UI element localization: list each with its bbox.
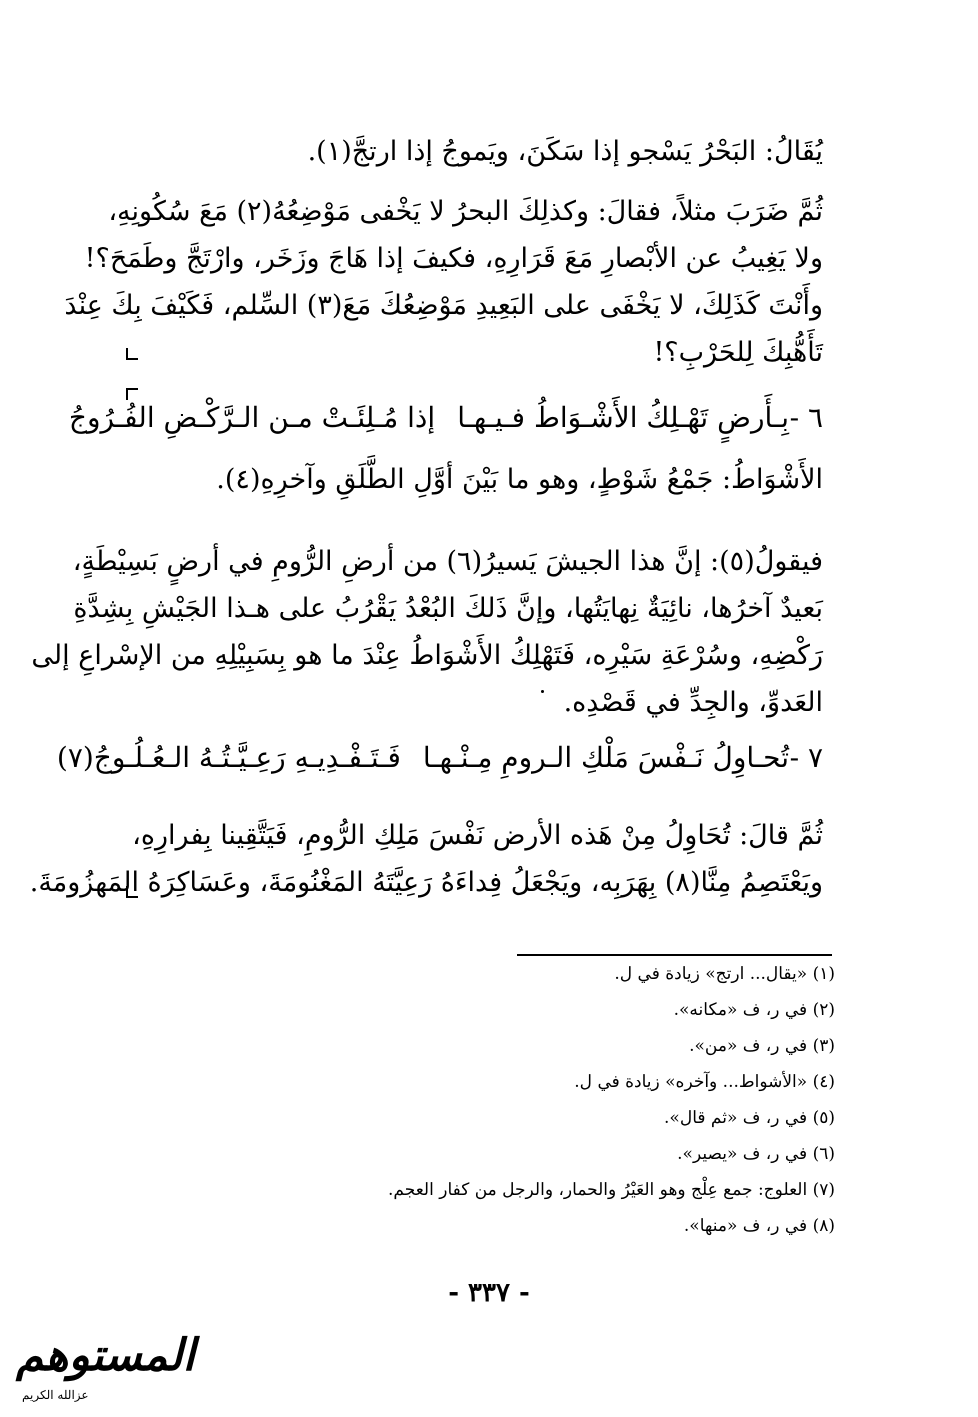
footnote-1: (١) «يقال... ارتج» زيادة في ل. [614, 964, 835, 984]
text-line: الأَشْوَاطُ: جَمْعُ شَوْطٍ، وهو ما بَيْنَ أوَّلِ الطَّلَقِ وآخرِهِ(٤). [216, 464, 823, 495]
text-line: بَعيدٌ آخرُها، نائِيَةٌ نِهايَتُها، وإنَّ ذَلكَ البُعْدُ يَقْرُبُ على هـذا الجَيْشِ بِشِدَّةِ [73, 593, 823, 624]
text-line: ثُمَّ ضَرَبَ مثلاً، فقالَ: وكذلِكَ البحرُ لا يَخْفى مَوْضِعُهُ(٢) مَعَ سُكُونِهِ، [108, 196, 823, 227]
text-line: العَدوِّ، والجِدِّ في قَصْدِه. [563, 687, 823, 718]
verse-number: ٧ - [789, 741, 823, 774]
verse-hemistich-2: إذا مُـلِئَـتْ مـن الـرَّكْـضِ الفُـرُوجُ [68, 401, 436, 434]
verse-hemistich-1: تُحـاوِلُ نَـفْسَ مَلْكِ الـرومِ مِـنْـهـا [422, 741, 789, 774]
verse-hemistich-1: بِـأَرضٍ تَهْـلِكُ الأَشْـوَاطُ فـيـهـا [457, 401, 789, 434]
footnote-3: (٣) في ر، ف «من». [689, 1036, 835, 1056]
page-number: - ٣٣٧ - [448, 1278, 530, 1308]
text-line: ويَعْتَصِمُ مِنَّا(٨) بِهَرَبِه، ويَجْعَلُ فِداءَهُ رَعِيَّتَهُ المَغْنُومَةَ، وعَسَاكِرَهُ المَهزُومَةَ. [29, 867, 823, 898]
stamp-text: المستوهم [16, 1330, 195, 1381]
footnote-2: (٢) في ر، ف «مكانه». [673, 1000, 835, 1020]
library-stamp [10, 1330, 195, 1410]
footnotes [115, 956, 835, 1244]
text-line: ثُمَّ قالَ: تُحَاوِلُ مِنْ هَذه الأرض نَفْسَ مَلِكِ الرُّومِ، فَيَتَّقِينا بِفرارِهِ، [132, 820, 823, 851]
stamp-subtext: عزالله الكريم [22, 1388, 89, 1402]
section-end-mark [126, 886, 138, 898]
paragraph-4 [29, 812, 823, 906]
verse-6-gloss [133, 456, 823, 503]
footnote-4: (٤) «الأشواط... وآخره» زيادة في ل. [574, 1072, 835, 1092]
paragraph-1 [133, 128, 823, 175]
verse-6 [68, 398, 823, 438]
verse-number: ٦ - [789, 401, 823, 434]
verse-hemistich-2: فَـتَـفْـدِيـهِ رَعِـيَّـتُـهُ الـعُـلُـوجُ(٧) [56, 741, 401, 774]
text-line: ولا يَغِيبُ عن الأبْصارِ مَعَ قَرَارِهِ، فكيفَ إذا هَاجَ وزَخَر، وارْتَجَّ وطَمَحَ؟! [84, 243, 823, 274]
text-line: وأَنْتَ كَذَلِكَ، لا يَخْفَى على البَعِيدِ مَوْضِعُكَ مَعَ(٣) السِّلم، فَكَيْفَ بِكَ عِنْدَ [64, 290, 823, 321]
footnote-6: (٦) في ر، ف «يصير». [677, 1144, 835, 1164]
footnote-7: (٧) العلوج: جمع عِلْج وهو العَيْرُ والحمار، والرجل من كفار العجم. [388, 1180, 835, 1200]
section-end-mark [126, 348, 138, 360]
footnote-5: (٥) في ر، ف «ثم قال». [664, 1108, 835, 1128]
text-line: تَأَهُّبِكَ لِلحَرْبِ؟! [653, 337, 823, 368]
text-line: فيقولُ(٥): إنَّ هذا الجيشَ يَسيرُ(٦) من أرضِ الرُّومِ في أرضٍ بَسِيْطَةٍ، [72, 546, 823, 577]
ink-speck [541, 690, 544, 693]
footnote-8: (٨) في ر، ف «منها». [683, 1216, 835, 1236]
paragraph-2 [64, 188, 823, 376]
verse-7 [56, 738, 823, 778]
paragraph-3 [31, 538, 823, 726]
text-line: يُقَالُ: البَحْرُ يَسْجو إذا سَكَنَ، ويَموجُ إذا ارتجَّ(١). [307, 136, 823, 167]
text-line: رَكْضِهِ، وسُرْعَةِ سَيْرِه، فَتَهْلِكُ الأَشْوَاطُ عِنْدَ ما هو بِسَبِيْلِهِ من الإسْراعِ إلى [31, 640, 823, 671]
